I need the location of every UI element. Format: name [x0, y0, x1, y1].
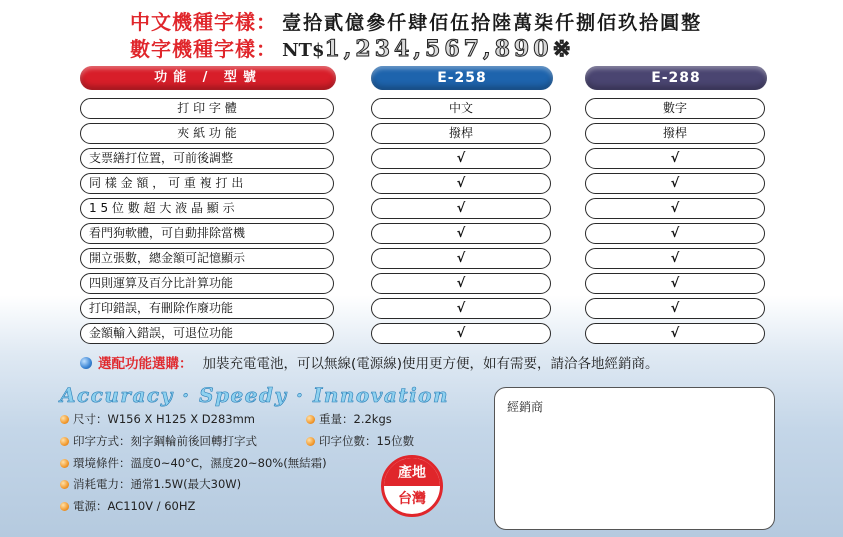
chinese-sample-line — [130, 6, 702, 35]
digital-sample-label: 數字機種字樣： — [130, 37, 277, 61]
chinese-sample-value: 壹拾貳億參仟肆佰伍拾陸萬柒仟捌佰玖拾圓整 — [282, 12, 703, 34]
feature-column-header: 功能 / 型號 — [80, 66, 336, 90]
e288-check: √ — [585, 273, 765, 294]
digital-sample-line — [130, 33, 575, 62]
e288-check: √ — [585, 323, 765, 344]
feature-label: 金額輸入錯誤，可退位功能 — [89, 326, 234, 340]
spec-power-source: 電源：AC110V / 60HZ — [60, 498, 195, 514]
e258-check: √ — [371, 223, 551, 244]
spec-bullet-icon — [60, 459, 69, 468]
feature-label: 打 印 字 體 — [177, 101, 237, 115]
spec-environment: 環境條件：溫度0~40°C，濕度20~80%(無結霜) — [60, 455, 327, 471]
feature-row — [80, 198, 334, 219]
spec-bullet-icon — [306, 415, 315, 424]
origin-value: 台灣 — [398, 491, 426, 507]
feature-row — [80, 173, 334, 194]
feature-label: 1 5 位 數 超 大 液 晶 顯 示 — [89, 201, 235, 215]
bullet-icon — [80, 357, 92, 369]
feature-label: 支票繕打位置，可前後調整 — [89, 151, 234, 165]
e288-cell: 撥桿 — [585, 123, 765, 144]
e258-check: √ — [371, 148, 551, 169]
spec-print-method: 印字方式：刻字鋼輪前後回轉打字式 — [60, 433, 257, 449]
e258-check: √ — [371, 248, 551, 269]
optional-text: 加裝充電電池，可以無線(電源線)使用更方便，如有需要，請洽各地經銷商。 — [202, 356, 659, 372]
e288-check: √ — [585, 173, 765, 194]
spec-weight: 重量：2.2kgs — [306, 411, 392, 427]
e288-cell: 數字 — [585, 98, 765, 119]
spec-bullet-icon — [60, 480, 69, 489]
e288-column-header: E-288 — [585, 66, 767, 90]
slogan: Accuracy · Speedy · Innovation — [60, 383, 450, 407]
e288-check: √ — [585, 248, 765, 269]
origin-label: 產地 — [384, 458, 440, 486]
e258-column-header: E-258 — [371, 66, 553, 90]
chinese-sample-label: 中文機種字樣： — [130, 10, 277, 34]
e258-cell: 撥桿 — [371, 123, 551, 144]
spec-bullet-icon — [60, 437, 69, 446]
feature-label: 開立張數，總金額可記憶顯示 — [89, 251, 246, 265]
e288-check: √ — [585, 223, 765, 244]
e258-check: √ — [371, 298, 551, 319]
feature-label: 四則運算及百分比計算功能 — [89, 276, 234, 290]
e258-check: √ — [371, 198, 551, 219]
feature-label: 看門狗軟體，可自動排除當機 — [89, 226, 246, 240]
feature-row — [80, 223, 334, 244]
spec-digits: 印字位數：15位數 — [306, 433, 414, 449]
e258-check: √ — [371, 173, 551, 194]
spec-power-consumption: 消耗電力：通常1.5W(最大30W) — [60, 476, 241, 492]
feature-row — [80, 123, 334, 144]
dealer-label: 經銷商 — [507, 400, 544, 414]
dealer-box — [494, 387, 775, 530]
spec-bullet-icon — [60, 415, 69, 424]
e288-check: √ — [585, 148, 765, 169]
spec-bullet-icon — [60, 502, 69, 511]
e258-cell: 中文 — [371, 98, 551, 119]
optional-label: 選配功能選購： — [98, 356, 193, 372]
feature-row — [80, 248, 334, 269]
feature-row — [80, 298, 334, 319]
feature-row — [80, 98, 334, 119]
feature-row — [80, 273, 334, 294]
e288-check: √ — [585, 198, 765, 219]
feature-label: 打印錯誤，有刪除作廢功能 — [89, 301, 234, 315]
digital-sample-value: 1,234,567,890※ — [324, 36, 575, 62]
currency-prefix: NT$ — [282, 40, 325, 61]
spec-bullet-icon — [306, 437, 315, 446]
feature-row — [80, 323, 334, 344]
origin-seal — [381, 455, 443, 517]
spec-size: 尺寸：W156 X H125 X D283mm — [60, 411, 255, 427]
feature-row — [80, 148, 334, 169]
optional-accessory-note — [80, 352, 659, 372]
e258-check: √ — [371, 273, 551, 294]
e288-check: √ — [585, 298, 765, 319]
feature-label: 同 樣 金 額 ， 可 重 複 打 出 — [89, 176, 244, 190]
feature-label: 夾 紙 功 能 — [177, 126, 237, 140]
e258-check: √ — [371, 323, 551, 344]
